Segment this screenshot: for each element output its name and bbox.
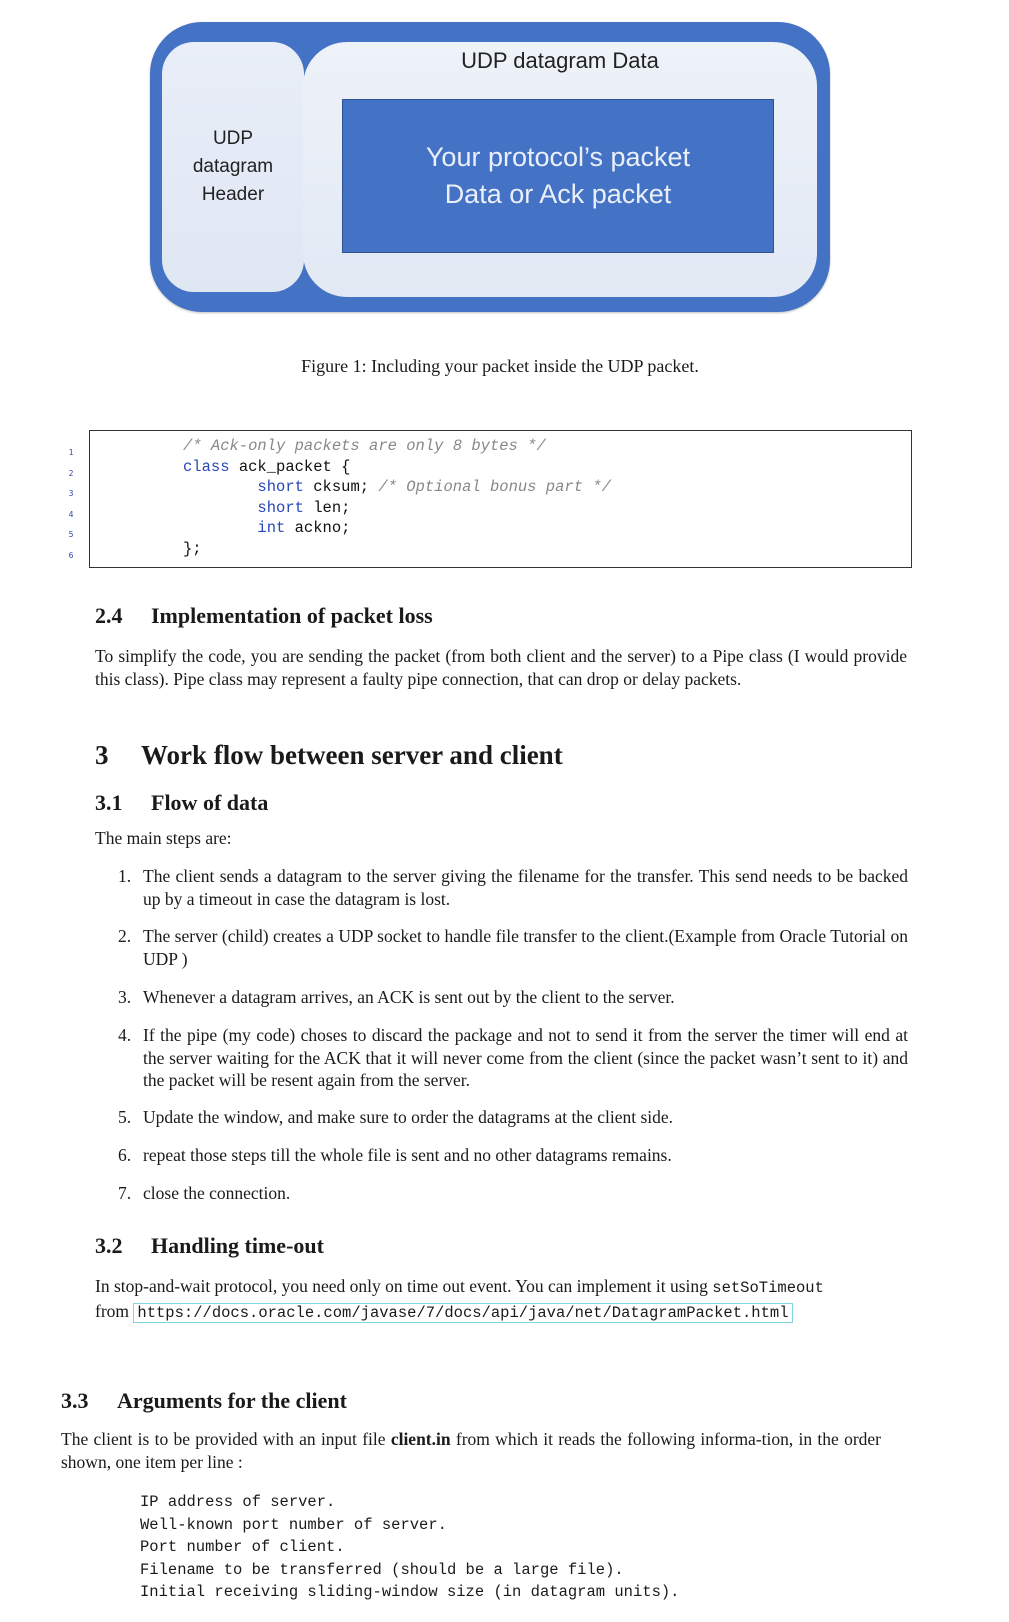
section-title: Flow of data — [151, 790, 269, 815]
code-listing — [183, 436, 611, 559]
figure-caption: Figure 1: Including your packet inside the UDP packet. — [301, 356, 699, 376]
code-keyword: class — [183, 457, 230, 476]
udp-header-label — [162, 125, 304, 209]
list-item: 4. If the pipe (my code) choses to discard the package and not to send it from the server the timer will end at the server waiting for the ACK that it will never come from the client (since the packet wasn’t sent to it) and the packet will be resent again from the server. — [118, 1025, 908, 1090]
docs-link[interactable]: https://docs.oracle.com/javase/7/docs/api/java/net/DatagramPacket.html — [133, 1303, 792, 1323]
code-comment: /* Optional bonus part */ — [378, 478, 611, 496]
list-item: 1. The client sends a datagram to the server giving the filename for the transfer. This send needs to be backed up by a timeout in case the datagram is lost. — [118, 866, 908, 909]
section-number: 2.4 — [95, 603, 123, 628]
code-text: ack_packet { — [229, 457, 351, 476]
section-title: Handling time-out — [151, 1233, 324, 1258]
line-number: 3 — [68, 489, 74, 498]
section-title: Implementation of packet loss — [151, 603, 433, 628]
list-item: 7. close the connection. — [118, 1183, 291, 1203]
listing-line-numbers — [66, 443, 76, 566]
code-text: ackno; — [285, 519, 351, 537]
body-text: In stop-and-wait protocol, you need only on time out event. You can implement it using — [95, 1276, 713, 1296]
line-number: 4 — [68, 509, 74, 519]
code-text: }; — [183, 539, 202, 558]
section-2-4-heading — [95, 603, 433, 629]
section-3-3-heading — [61, 1388, 347, 1414]
code-term: setSoTimeout — [712, 1279, 824, 1297]
code-keyword: short — [257, 498, 304, 517]
list-item: 6. repeat those steps till the whole file is sent and no other datagrams remains. — [118, 1145, 672, 1165]
line-number: 5 — [68, 530, 74, 539]
code-text: len; — [303, 498, 351, 517]
body-text: from — [95, 1300, 134, 1321]
section-number: 3.3 — [61, 1388, 89, 1413]
list-item: Initial receiving sliding-window size (in datagram units). — [140, 1583, 680, 1601]
line-number: 6 — [68, 550, 74, 560]
code-text: cksum; — [303, 478, 379, 496]
list-item: 3. Whenever a datagram arrives, an ACK is sent out by the client to the server. — [118, 987, 675, 1007]
list-item: Well-known port number of server. — [140, 1515, 447, 1534]
section-title: Work flow between server and client — [141, 740, 563, 770]
list-item: 2. The server (child) creates a UDP socket to handle file transfer to the client.(Example from Oracle Tutorial on UDP ) — [118, 926, 908, 969]
udp-header-line: UDP — [212, 128, 254, 149]
section-3-heading — [95, 740, 563, 771]
section-number: 3.2 — [95, 1233, 123, 1258]
line-number: 2 — [68, 468, 74, 478]
section-3-2-body — [95, 1275, 925, 1324]
list-item: Filename to be transferred (should be a large file). — [140, 1560, 624, 1579]
section-2-4-body: To simplify the code, you are sending the packet (from both client and the server) to a Pipe class (I would provide this class). Pipe class may represent a faulty pipe connection, that can drop or delay packets. — [95, 646, 907, 689]
file-name: client.in — [390, 1429, 451, 1449]
protocol-packet-block — [342, 99, 774, 253]
section-3-1-heading — [95, 790, 268, 816]
code-comment: /* Ack-only packets are only 8 bytes */ — [183, 437, 546, 455]
code-keyword: short — [257, 478, 304, 496]
udp-header-line: datagram — [192, 156, 274, 177]
list-item: Port number of client. — [140, 1538, 345, 1556]
section-3-2-heading — [95, 1233, 324, 1259]
list-item: IP address of server. — [140, 1493, 336, 1511]
list-item: 5. Update the window, and make sure to order the datagrams at the client side. — [118, 1107, 674, 1127]
section-number: 3.1 — [95, 790, 123, 815]
protocol-packet-line: Your protocol’s packet — [425, 142, 691, 172]
body-text: from which it reads the following informa-tion, in the order shown, one item per line : — [61, 1429, 881, 1472]
section-title: Arguments for the client — [117, 1388, 347, 1413]
section-number: 3 — [95, 740, 109, 770]
protocol-packet-line: Data or Ack packet — [444, 179, 672, 209]
section-3-1-intro: The main steps are: — [95, 828, 232, 848]
udp-header-line: Header — [201, 184, 265, 205]
line-number: 1 — [68, 448, 74, 457]
section-3-3-body — [61, 1428, 881, 1473]
udp-data-title: UDP datagram Data — [461, 48, 659, 73]
body-text: The client is to be provided with an input file — [61, 1429, 391, 1449]
client-args-list — [140, 1491, 680, 1604]
code-keyword: int — [257, 519, 286, 537]
